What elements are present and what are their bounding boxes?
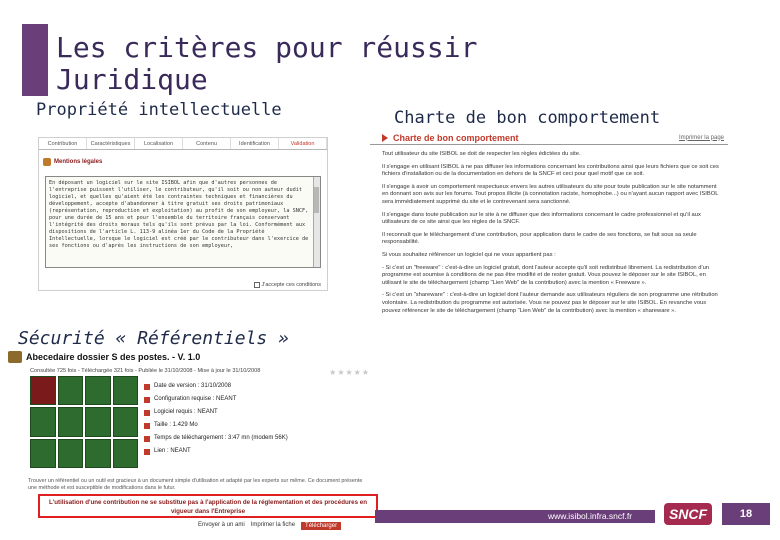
thumbnail[interactable] bbox=[58, 439, 84, 468]
charte-screenshot bbox=[370, 131, 728, 511]
meta-row bbox=[144, 406, 288, 419]
pi-tabs bbox=[39, 138, 327, 150]
charte-paragraph: - Si c'est un "freeware" : c'est-à-dire un logiciel gratuit, dont l'auteur accepte qu'il soit redistribué librement. La redistribution d'un programme est soumise à conditions de ne pas être modifié et de rester gratuit. Vous pouvez le déposer sur le site ISIBOL, en utilisant le site de téléchargement (champ "Lien Web" de la contribution) avec la mention « Freeware ». bbox=[382, 264, 710, 286]
tab-contribution[interactable]: Contribution bbox=[39, 138, 87, 149]
print-link[interactable]: Imprimer la page bbox=[678, 134, 724, 141]
charte-paragraph: Il reconnaît que le téléchargement d'une contribution, pour application dans le cadre de ses fonctions, se fait sous sa seule responsabilité. bbox=[382, 231, 697, 246]
bullet-icon bbox=[144, 384, 150, 390]
meta-row bbox=[144, 380, 288, 393]
thumbnail[interactable] bbox=[85, 439, 111, 468]
tab-validation[interactable]: Validation bbox=[279, 138, 327, 149]
thumbnail[interactable] bbox=[85, 407, 111, 436]
thumbnail[interactable] bbox=[30, 376, 56, 405]
charte-paragraph: Il s'engage dans toute publication sur le site à ne diffuser que des informations concernant le cadre professionnel et qu'il aux utilisateurs de ce site ainsi que les règles de la SNCF. bbox=[382, 211, 701, 226]
thumbnail[interactable] bbox=[113, 439, 139, 468]
page-number: 18 bbox=[722, 503, 770, 525]
slide-title bbox=[56, 32, 477, 96]
thumbnail[interactable] bbox=[113, 376, 139, 405]
charte-paragraph: Il s'engage à avoir un comportement respectueux envers les autres utilisateurs du site pour toute publication sur le site notamment en donnant son avis sur les forums. Tout propos illicite (à connotation raciste, homophobe...) ou n'ayant aucun rapport avec ISIBOL sera immédiatement supprimé du site et le contrevenant sera sanctionné. bbox=[382, 183, 719, 205]
bullet-icon bbox=[144, 436, 150, 442]
mentions-textbox[interactable] bbox=[45, 176, 321, 268]
mentions-heading bbox=[43, 158, 327, 166]
label-charte: Charte de bon comportement bbox=[394, 108, 661, 128]
accept-conditions[interactable] bbox=[254, 282, 321, 288]
charte-header bbox=[370, 131, 728, 145]
meta-row bbox=[144, 393, 288, 406]
title-line-1: Les critères pour réussir bbox=[56, 31, 478, 64]
footer-url: www.isibol.infra.sncf.fr bbox=[548, 511, 633, 521]
abecedaire-header bbox=[8, 350, 374, 364]
rating-stars[interactable]: ★★★★★ bbox=[329, 368, 370, 377]
accept-label: J'accepte ces conditions bbox=[261, 282, 321, 288]
meta-row bbox=[144, 432, 288, 445]
send-friend-link[interactable]: Envoyer à un ami bbox=[198, 522, 245, 528]
charte-body bbox=[370, 145, 728, 315]
mentions-text: En déposant un logiciel sur le site ISIBOL afin que d'autres personnes de l'entreprise puissent l'utiliser, le contributeur, qu'il soit ou non auteur dudit logiciel, et quelles qu'aient été les contraintes techniques et financières du développement, accepte d'abandonner à titre gratuit ses droits patrimoniaux (représentation, reproduction et exploitation) au profit de son employeur, la SNCF, pour une durée de 15 ans et pour l'ensemble du territoire français conservant l'intégrité des droits moraux tels qu'ils sont prévus par la loi. Conformément aux dispositions de l'article L. 113-9 alinéa 1er du Code de la Propriété Intellectuelle, lorsque le logiciel est créé par le contributeur dans l'exercice de ses fonctions ou d'après les instructions de son employeur, bbox=[49, 180, 309, 249]
charte-paragraph: Tout utilisateur du site ISIBOL se doit de respecter les règles édictées du site. bbox=[382, 151, 581, 157]
scrollbar-thumb[interactable] bbox=[314, 187, 319, 213]
tab-contenu[interactable]: Contenu bbox=[183, 138, 231, 149]
abecedaire-title: Abecedaire dossier S des postes. - V. 1.0 bbox=[26, 352, 201, 362]
mentions-title: Mentions légales bbox=[54, 159, 103, 165]
charte-paragraph: - Si c'est un "shareware" : c'est-à-dire un logiciel dont l'auteur demande aux utilisateurs réguliers de son programme une rétribution volontaire. La redistribution du programme est autorisée. Vous ne pouvez pas le déposer sur le site ISIBOL. En revanche vous pouvez référencer le site de téléchargement (champ "Lien Web" de la contribution) avec la mention « shareware ». bbox=[382, 292, 718, 314]
arrow-right-icon bbox=[382, 134, 388, 142]
action-links bbox=[198, 522, 347, 530]
bullet-icon bbox=[144, 410, 150, 416]
tab-identification[interactable]: Identification bbox=[231, 138, 279, 149]
meta-text: Logiciel requis : NEANT bbox=[154, 409, 218, 415]
thumbnail-grid bbox=[30, 376, 138, 468]
label-propriete: Propriété intellectuelle bbox=[36, 100, 282, 120]
consult-info: Consultée 725 fois - Téléchargée 321 fois - Publiée le 31/10/2008 - Mise à jour le 31/10/2008 bbox=[30, 368, 261, 374]
document-icon bbox=[43, 158, 51, 166]
meta-row bbox=[144, 445, 288, 458]
metadata-list bbox=[144, 380, 288, 458]
securite-screenshot bbox=[8, 350, 374, 538]
print-sheet-link[interactable]: Imprimer la fiche bbox=[250, 522, 296, 528]
pi-screenshot bbox=[38, 137, 328, 291]
thumbnail[interactable] bbox=[58, 407, 84, 436]
thumbnail[interactable] bbox=[113, 407, 139, 436]
thumbnail[interactable] bbox=[30, 439, 56, 468]
mentions-scrollbar[interactable] bbox=[313, 177, 320, 267]
accept-checkbox[interactable] bbox=[254, 282, 260, 288]
charte-paragraph: Il s'engage en utilisant ISIBOL à ne pas diffuser les informations concernant les contributions ainsi que leurs fichiers que ce soit ces fichiers d'installation ou de la documentation en dehors de la SNCF et ceci pour quel motif que ce soit. bbox=[382, 163, 719, 178]
thumbnail[interactable] bbox=[30, 407, 56, 436]
thumbnail[interactable] bbox=[58, 376, 84, 405]
folder-icon bbox=[8, 351, 22, 363]
tab-localisation[interactable]: Localisation bbox=[135, 138, 183, 149]
tab-caracteristiques[interactable]: Caractéristiques bbox=[87, 138, 135, 149]
charte-paragraph: Si vous souhaitez référencer un logiciel qui ne vous appartient pas : bbox=[382, 251, 556, 258]
meta-text: Date de version : 31/10/2008 bbox=[154, 383, 232, 389]
download-button[interactable]: Télécharger bbox=[301, 522, 341, 530]
bullet-icon bbox=[144, 449, 150, 455]
meta-text: Configuration requise : NEANT bbox=[154, 396, 237, 402]
bullet-icon bbox=[144, 423, 150, 429]
sncf-logo: SNCF bbox=[664, 503, 712, 525]
charte-title: Charte de bon comportement bbox=[393, 132, 519, 143]
usage-notice: Trouver un référentiel ou un outil est gracieux à un document simple d'utilisation et adapté par les experts sur même. Ce document présente une méthode et est susceptible de modifications dans le futur. bbox=[28, 478, 363, 491]
meta-text: Temps de téléchargement : 3:47 mn (modem 56K) bbox=[154, 435, 288, 441]
title-line-2: Juridique bbox=[56, 63, 208, 96]
label-securite: Sécurité « Référentiels » bbox=[18, 328, 289, 349]
meta-row bbox=[144, 419, 288, 432]
thumbnail[interactable] bbox=[85, 376, 111, 405]
meta-text: Taille : 1.429 Mo bbox=[154, 422, 198, 428]
title-accent-bar bbox=[22, 24, 48, 96]
bullet-icon bbox=[144, 397, 150, 403]
meta-text: Lien : NEANT bbox=[154, 448, 191, 454]
warning-box: L'utilisation d'une contribution ne se substitue pas à l'application de la réglementation et des procédures en vigueur dans l'Entreprise bbox=[38, 494, 378, 518]
